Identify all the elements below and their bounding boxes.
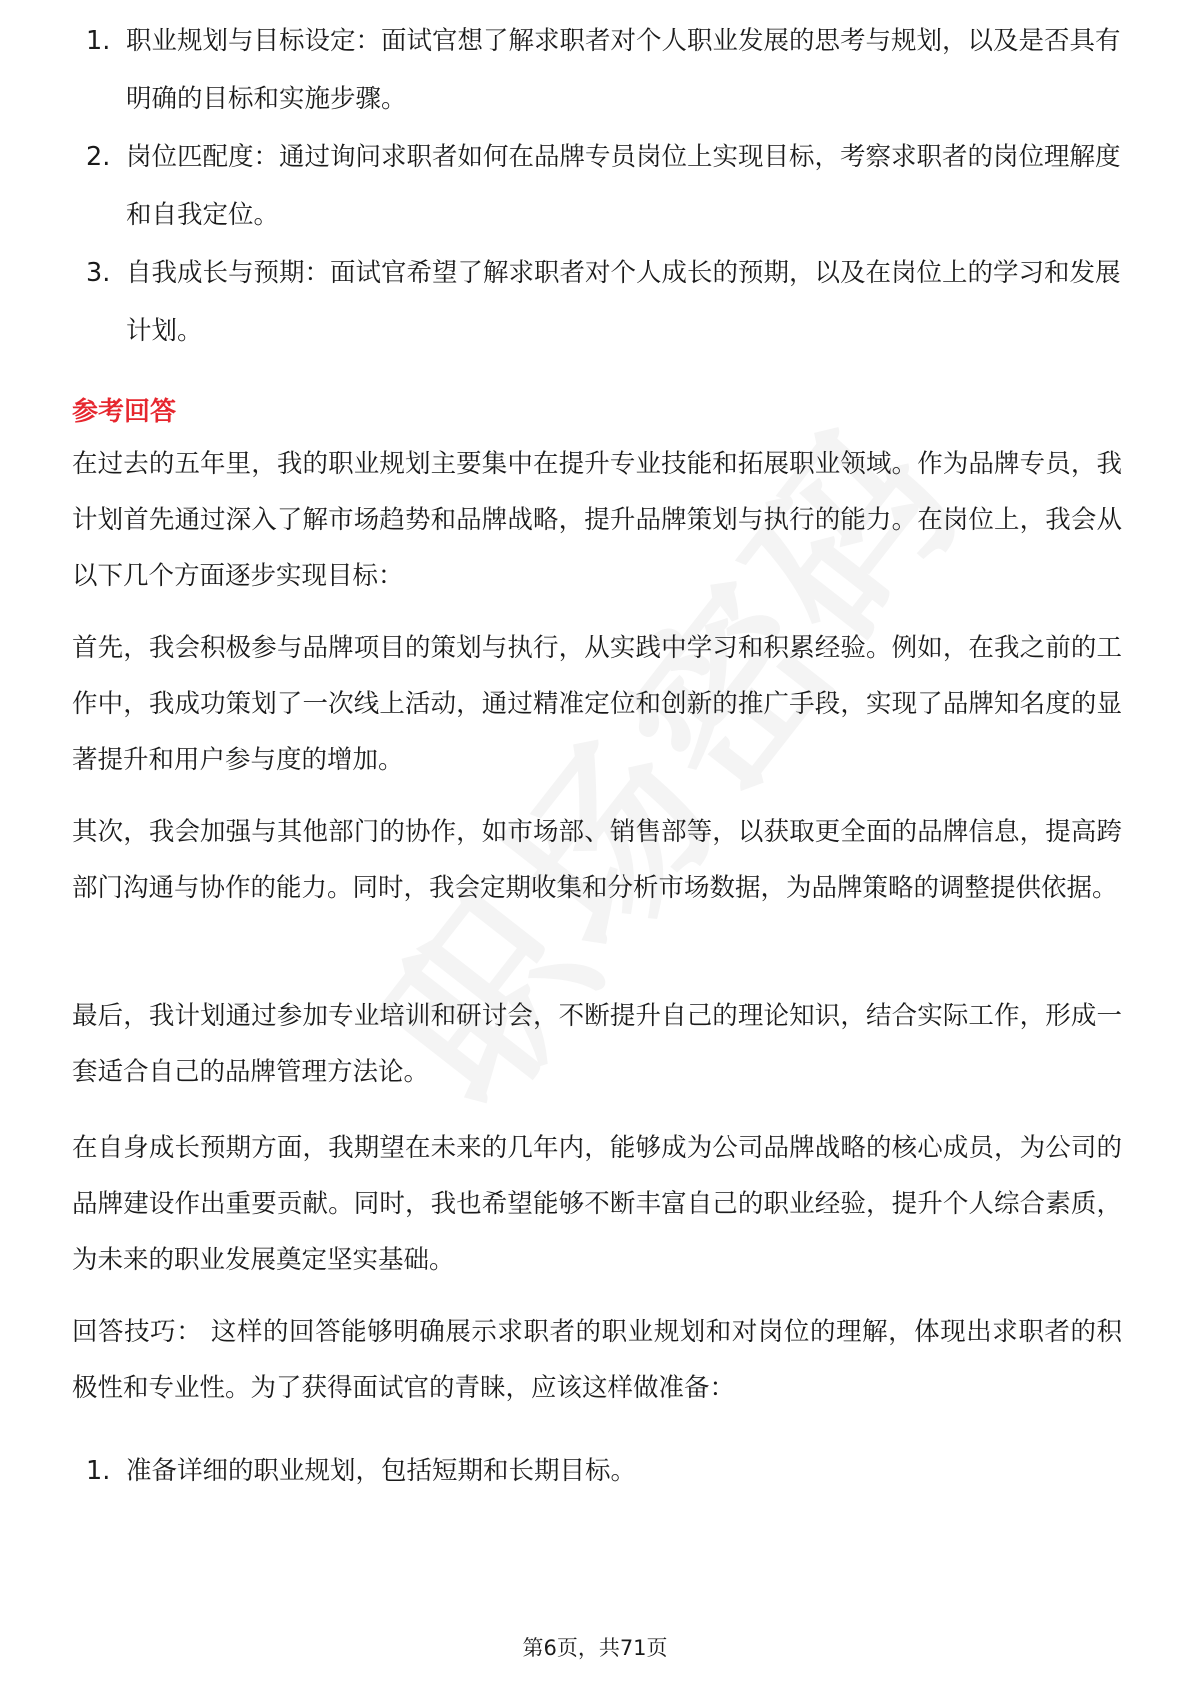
- paragraph: 在过去的五年里，我的职业规划主要集中在提升专业技能和拓展职业领域。作为品牌专员，我计划首先通过深入了解市场趋势和品牌战略，提升品牌策划与执行的能力。在岗位上，我会从以下几个方面逐步实现目标：: [72, 449, 1122, 591]
- preparation-list: [72, 1442, 1122, 1500]
- list-number: 1.: [86, 26, 111, 56]
- paragraph: 其次，我会加强与其他部门的协作，如市场部、销售部等，以获取更全面的品牌信息，提高跨部门沟通与协作的能力。同时，我会定期收集和分析市场数据，为品牌策略的调整提供依据。: [72, 817, 1122, 903]
- paragraph: 最后，我计划通过参加专业培训和研讨会，不断提升自己的理论知识，结合实际工作，形成一套适合自己的品牌管理方法论。: [72, 1001, 1122, 1087]
- section-title: 参考回答: [72, 397, 177, 427]
- paragraph: 在自身成长预期方面，我期望在未来的几年内，能够成为公司品牌战略的核心成员，为公司的品牌建设作出重要贡献。同时，我也希望能够不断丰富自己的职业经验，提升个人综合素质，为未来的职业发展奠定坚实基础。: [72, 1133, 1122, 1275]
- list-text: 岗位匹配度：通过询问求职者如何在品牌专员岗位上实现目标，考察求职者的岗位理解度和自我定位。: [126, 142, 1121, 230]
- list-text: 职业规划与目标设定：面试官想了解求职者对个人职业发展的思考与规划，以及是否具有明确的目标和实施步骤。: [126, 26, 1121, 114]
- page-number-footer: 第6页，共71页: [522, 1636, 668, 1660]
- list-number: 3.: [86, 258, 111, 288]
- list-item: [72, 1442, 1122, 1500]
- list-number: 2.: [86, 142, 111, 172]
- list-number: 1.: [86, 1456, 111, 1486]
- list-text: 准备详细的职业规划，包括短期和长期目标。: [126, 1456, 637, 1486]
- list-item: [72, 12, 1122, 128]
- question-points-list: [72, 12, 1122, 360]
- list-text: 自我成长与预期：面试官希望了解求职者对个人成长的预期，以及在岗位上的学习和发展计划。: [126, 258, 1121, 346]
- paragraph: 首先，我会积极参与品牌项目的策划与执行，从实践中学习和积累经验。例如，在我之前的工作中，我成功策划了一次线上活动，通过精准定位和创新的推广手段，实现了品牌知名度的显著提升和用户参与度的增加。: [72, 633, 1122, 775]
- list-item: [72, 244, 1122, 360]
- answer-tips-paragraph: 回答技巧： 这样的回答能够明确展示求职者的职业规划和对岗位的理解，体现出求职者的积极性和专业性。为了获得面试官的青睐，应该这样做准备：: [72, 1317, 1122, 1403]
- list-item: [72, 128, 1122, 244]
